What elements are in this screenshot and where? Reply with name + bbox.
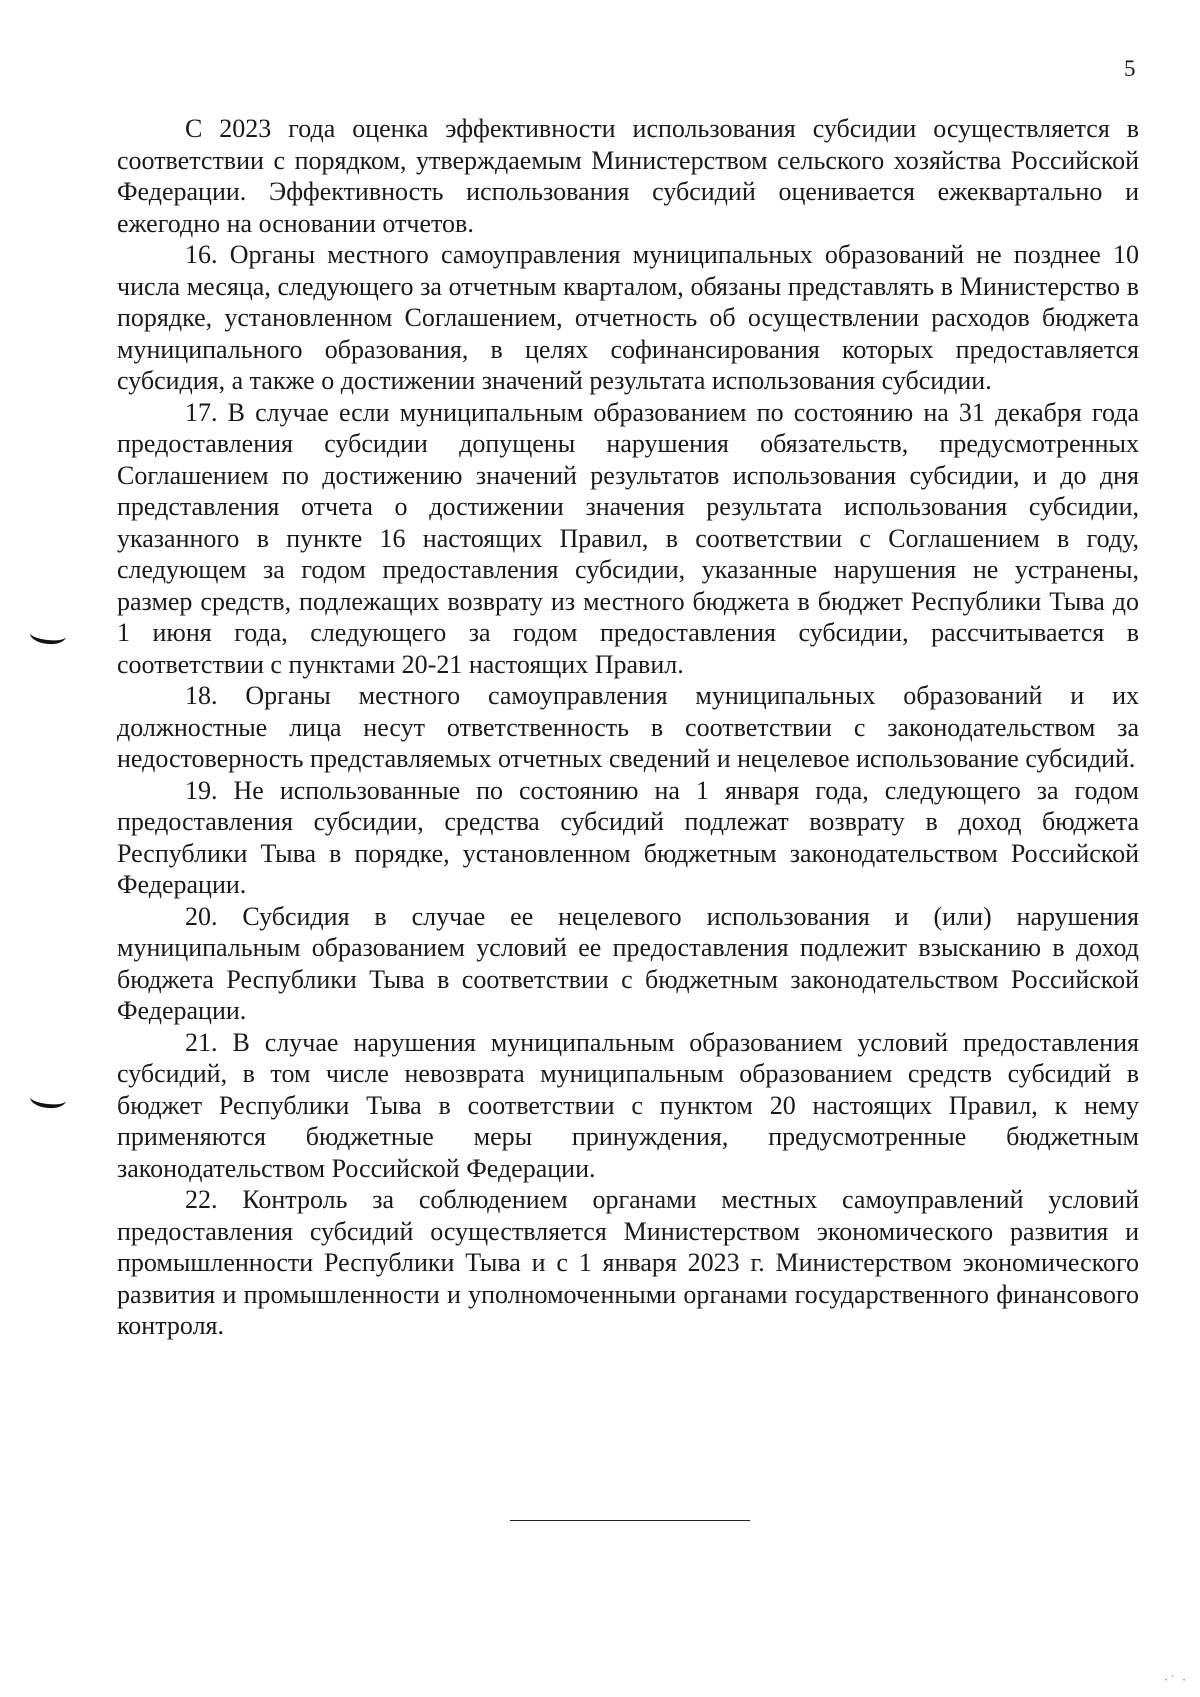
paragraph-16: 16. Органы местного самоуправления муниципальных образований не позднее 10 числа месяца, следующего за отчетным кварталом, обязаны представлять в Министерство в порядке, установленном Соглашением, отчетность об осуществлении расходов бюджета муниципального образования, в целях софинансирования которых предоставляется субсидия, а также о достижении значений результата использования субсидии.	[117, 240, 1139, 395]
paragraph-22: 22. Контроль за соблюдением органами местных самоуправлений условий предоставления субсидий осуществляется Министерством экономического развития и промышленности Республики Тыва и с 1 января 2023 г. Министерством экономического развития и промышленности и уполномоченными органами государственного финансового контроля.	[117, 1185, 1139, 1340]
paragraph-20: 20. Субсидия в случае ее нецелевого использования и (или) нарушения муниципальным образованием условий ее предоставления подлежит взысканию в доход бюджета Республики Тыва в соответствии с бюджетным законодательством Российской Федерации.	[117, 901, 1139, 1025]
paragraph-19: 19. Не использованные по состоянию на 1 января года, следующего за годом предоставления субсидии, средства субсидий подлежат возврату в доход бюджета Республики Тыва в порядке, установленном бюджетным законодательством Российской Федерации.	[117, 775, 1139, 899]
scan-noise-specks: ·˙ ·	[1164, 1672, 1189, 1687]
scan-artifact-mark	[29, 624, 67, 646]
paragraph-intro: С 2023 года оценка эффективности использования субсидии осуществляется в соответствии с порядком, утверждаемым Министерством сельского хозяйства Российской Федерации. Эффективность использования субсидий оценивается ежеквартально и ежегодно на основании отчетов.	[117, 114, 1139, 238]
paragraph-21: 21. В случае нарушения муниципальным образованием условий предоставления субсидий, в том числе невозврата муниципальным образованием средств субсидий в бюджет Республики Тыва в соответствии с пунктом 20 настоящих Правил, к нему применяются бюджетные меры принуждения, предусмотренные бюджетным законодательством Российской Федерации.	[117, 1027, 1139, 1183]
document-body	[117, 113, 1139, 1342]
end-of-document-rule	[510, 1520, 750, 1521]
paragraph-17: 17. В случае если муниципальным образованием по состоянию на 31 декабря года предоставления субсидии допущены нарушения обязательств, предусмотренных Соглашением по достижению значений результатов использования субсидии, и до дня представления отчета о достижении значения результата использования субсидии, указанного в пункте 16 настоящих Правил, в соответствии с Соглашением в году, следующем за годом предоставления субсидии, указанные нарушения не устранены, размер средств, подлежащих возврату из местного бюджета в бюджет Республики Тыва до 1 июня года, следующего за годом предоставления субсидии, рассчитывается в соответствии с пунктами 20-21 настоящих Правил.	[117, 397, 1139, 679]
page-number: 5	[1124, 56, 1136, 81]
paragraph-18: 18. Органы местного самоуправления муниципальных образований и их должностные лица несут ответственность в соответствии с законодательством за недостоверность представляемых отчетных сведений и нецелевое использование субсидий.	[117, 681, 1139, 773]
scan-artifact-mark	[29, 1088, 67, 1110]
